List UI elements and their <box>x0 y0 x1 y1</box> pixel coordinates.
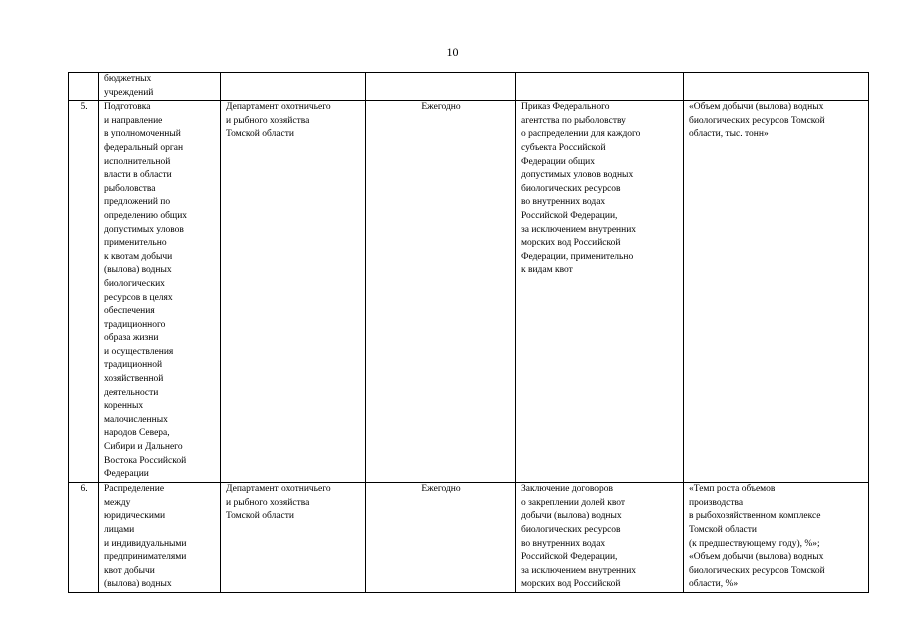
event-cell: Подготовка и направление в уполномоченный федеральный орган исполнительной власти в области рыболовства предложений по определению общих допустимых уловов применительно к квотам добычи (вылова) водных биологических ресурсов в целях обеспечения традиционного образа жизни и осуществления традиционной хозяйственной деятельности коренных малочисленных народов Севера, Сибири и Дальнего Востока Российской Федерации <box>99 101 221 483</box>
executor-cell: Департамент охотничьего и рыбного хозяйства Томской области <box>221 483 366 593</box>
table-row <box>69 101 869 483</box>
result-cell: Заключение договоров о закреплении долей квот добычи (вылова) водных биологических ресурсов во внутренних водах Российской Федерации, за исключением внутренних морских вод Российской <box>516 483 684 593</box>
result-cell: Приказ Федерального агентства по рыболовству о распределении для каждого субъекта Российской Федерации общих допустимых уловов водных биологических ресурсов во внутренних водах Российской Федерации, за исключением внутренних морских вод Российской Федерации, применительно к видам квот <box>516 101 684 483</box>
table-row <box>69 73 869 101</box>
row-number-cell <box>69 73 99 101</box>
page-number: 10 <box>446 45 459 59</box>
row-number-cell: 5. <box>69 101 99 483</box>
table-row <box>69 483 869 593</box>
deadline-cell: Ежегодно <box>366 483 516 593</box>
result-cell <box>516 73 684 101</box>
executor-cell: Департамент охотничьего и рыбного хозяйства Томской области <box>221 101 366 483</box>
deadline-cell: Ежегодно <box>366 101 516 483</box>
event-cell: бюджетных учреждений <box>99 73 221 101</box>
deadline-cell <box>366 73 516 101</box>
row-number-cell: 6. <box>69 483 99 593</box>
indicator-cell: «Объем добычи (вылова) водных биологических ресурсов Томской области, тыс. тонн» <box>684 101 869 483</box>
indicator-cell <box>684 73 869 101</box>
executor-cell <box>221 73 366 101</box>
indicator-cell: «Темп роста объемов производства в рыбохозяйственном комплексе Томской области (к предшествующему году), %»; «Объем добычи (вылова) водных биологических ресурсов Томской области, %» <box>684 483 869 593</box>
event-cell: Распределение между юридическими лицами и индивидуальными предпринимателями квот добычи (вылова) водных <box>99 483 221 593</box>
measures-table <box>68 72 869 593</box>
